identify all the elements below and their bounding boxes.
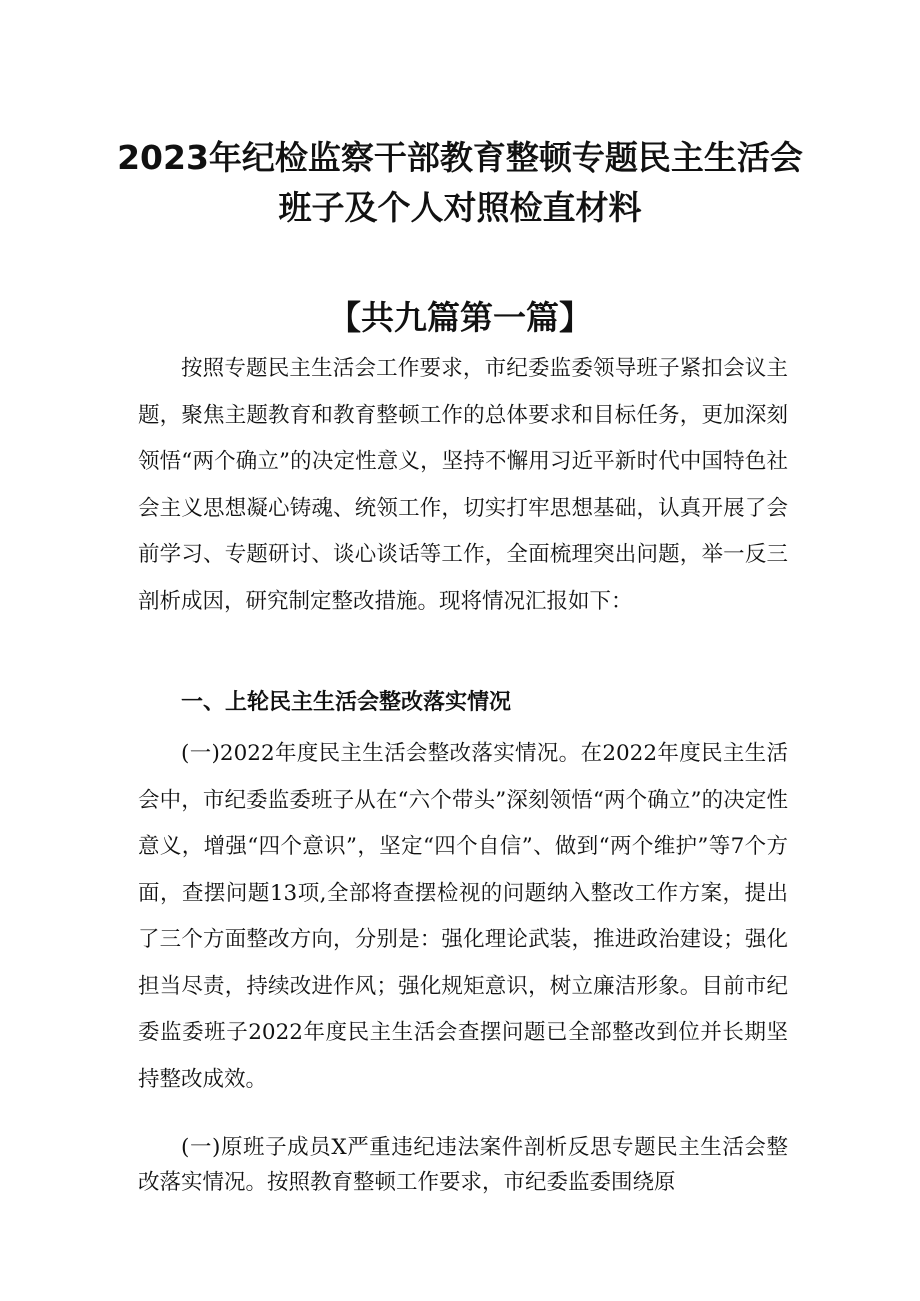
document-subtitle: 【共九篇第一篇】 — [328, 298, 592, 337]
document-title-line-2: 班子及个人对照检直材料 — [278, 188, 642, 227]
document-title-line-1: 2023年纪检监察干部教育整顿专题民主生活会 — [117, 138, 803, 177]
section-paragraph-1: (一)2022年度民主生活会整改落实情况。在2022年度民主生活会中，市纪委监委班子从在“六个带头”深刻领悟“两个确立”的决定性意义，增强“四个意识”，坚定“四个自信”、做到“两个维护”等7个方面，查摆问题13项,全部将查摆检视的问题纳入整改工作方案，提出了三个方面整改方向，分别是：强化理论武装，推进政治建设；强化担当尽责，持续改进作风；强化规矩意识，树立廉洁形象。目前市纪委监委班子2022年度民主生活会查摆问题已全部整改到位并长期坚持整改成效。 — [138, 741, 788, 1092]
intro-paragraph: 按照专题民主生活会工作要求，市纪委监委领导班子紧扣会议主题，聚焦主题教育和教育整顿工作的总体要求和目标任务，更加深刻领悟“两个确立”的决定性意义，坚持不懈用习近平新时代中国特色社会主义思想凝心铸魂、统领工作，切实打牢思想基础，认真开展了会前学习、专题研讨、谈心谈话等工作，全面梳理突出问题，举一反三剖析成因，研究制定整改措施。现将情况汇报如下： — [138, 356, 788, 614]
section-heading-1: 一、上轮民主生活会整改落实情况 — [181, 690, 512, 715]
section-paragraph-2: (一)原班子成员X严重违纪违法案件剖析反思专题民主生活会整改落实情况。按照教育整顿工作要求，市纪委监委围绕原 — [138, 1135, 788, 1195]
